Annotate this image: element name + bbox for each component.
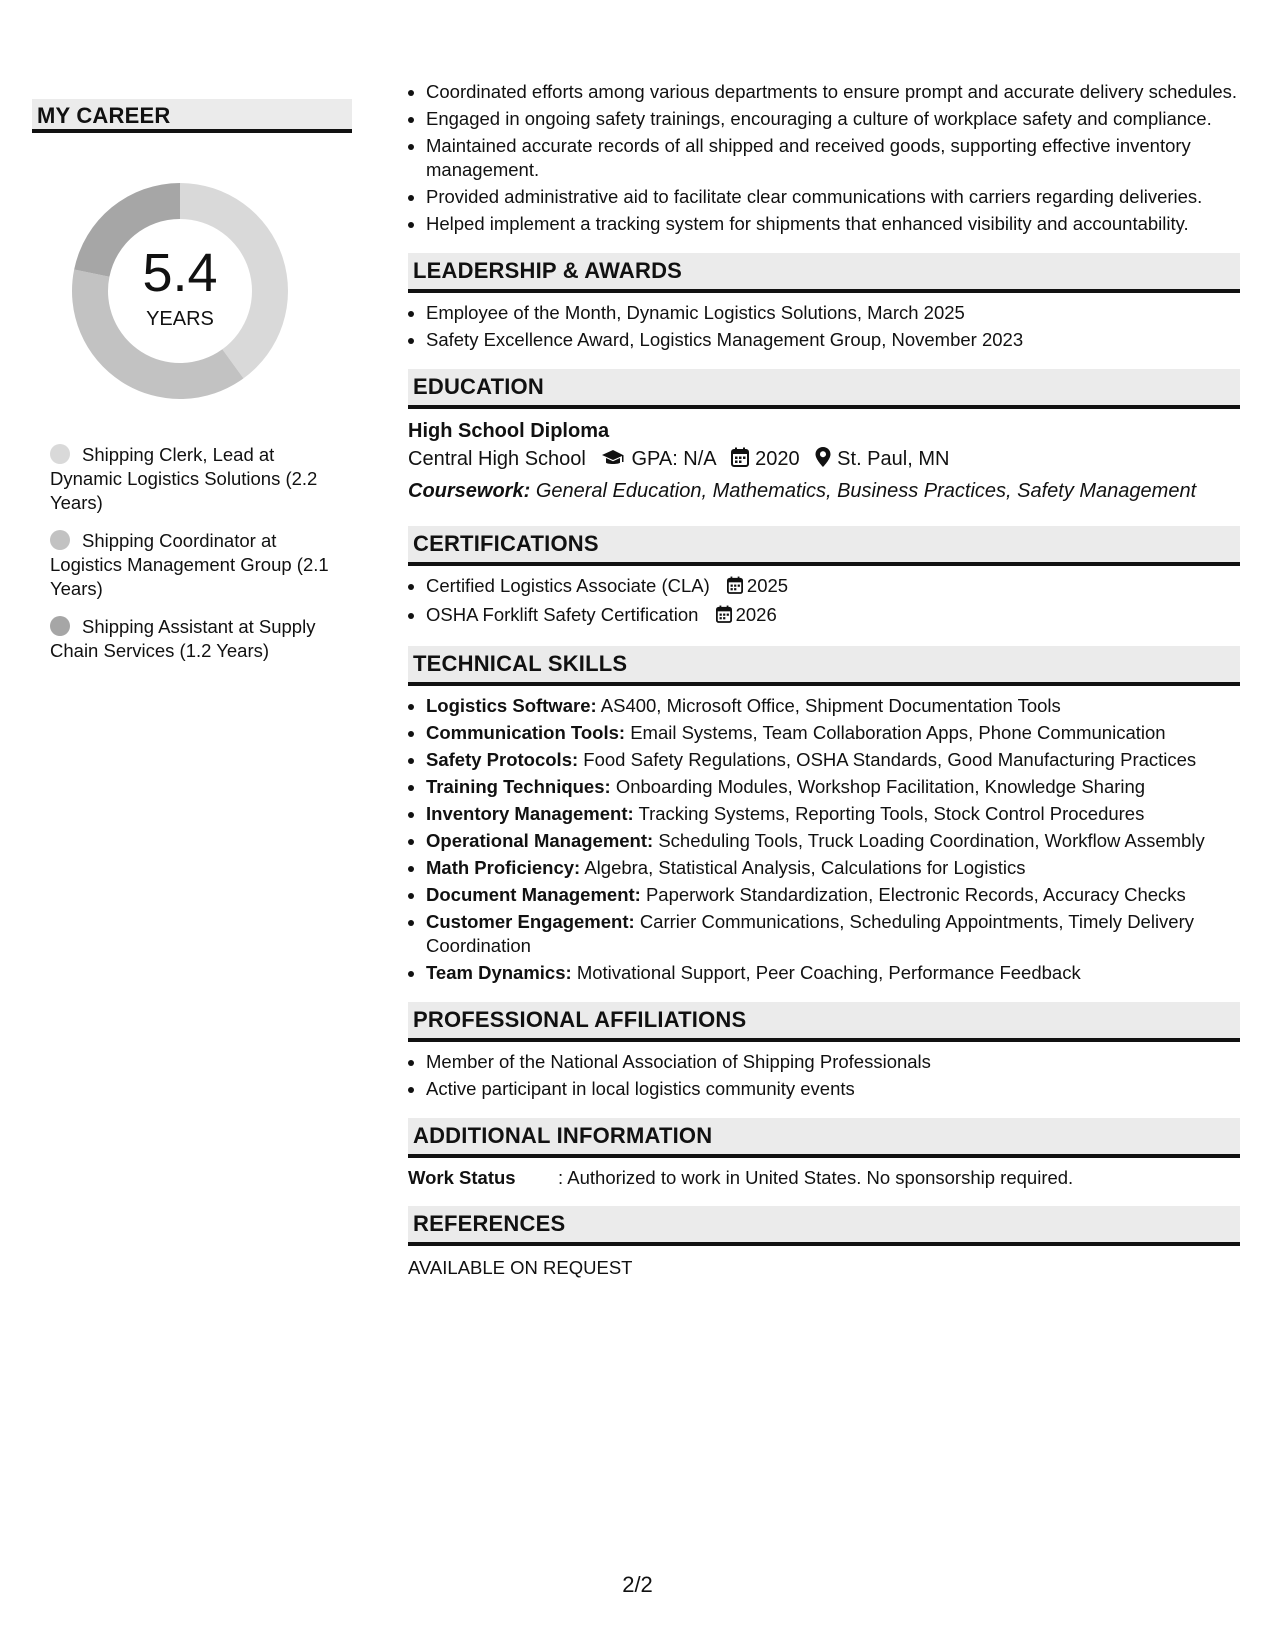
education-location: St. Paul, MN (837, 448, 950, 470)
skills-list (408, 694, 1240, 985)
experience-bullet: • Maintained accurate records of all shipped and received goods, supporting effective inventory management. (426, 134, 1240, 182)
career-legend-item (50, 529, 330, 601)
certification-item (426, 603, 1240, 629)
affiliations-header: PROFESSIONAL AFFILIATIONS (408, 1002, 1240, 1042)
skill-item (426, 829, 1240, 853)
career-donut-chart (66, 177, 294, 405)
skill-label: Inventory Management: (426, 803, 634, 824)
skill-item (426, 961, 1240, 985)
certification-item (426, 574, 1240, 600)
skills-header: TECHNICAL SKILLS (408, 646, 1240, 686)
career-header: MY CAREER (32, 99, 352, 133)
skill-label: Operational Management: (426, 830, 654, 851)
skill-label: Logistics Software: (426, 695, 597, 716)
career-legend (32, 443, 352, 663)
skill-label: Training Techniques: (426, 776, 611, 797)
education-header: EDUCATION (408, 369, 1240, 409)
skill-label: Safety Protocols: (426, 749, 579, 770)
experience-bullet: • Coordinated efforts among various departments to ensure prompt and accurate delivery schedules. (426, 80, 1240, 104)
affiliation-item: • Member of the National Association of Shipping Professionals (426, 1050, 1240, 1074)
certification-name: OSHA Forklift Safety Certification (426, 604, 699, 625)
skill-value: Onboarding Modules, Workshop Facilitation, Knowledge Sharing (615, 776, 1146, 797)
skill-value: Scheduling Tools, Truck Loading Coordination, Workflow Assembly (658, 830, 1205, 851)
career-legend-label: Shipping Coordinator at Logistics Management Group (2.1 Years) (50, 530, 329, 599)
experience-bullets (408, 80, 1240, 236)
career-legend-label: Shipping Assistant at Supply Chain Services (1.2 Years) (50, 616, 316, 661)
skill-value: Algebra, Statistical Analysis, Calculations for Logistics (584, 857, 1026, 878)
certifications-header: CERTIFICATIONS (408, 526, 1240, 566)
work-status-value: : Authorized to work in United States. No sponsorship required. (558, 1167, 1074, 1188)
skill-item (426, 883, 1240, 907)
career-total-unit: YEARS (146, 308, 214, 330)
leadership-item: • Employee of the Month, Dynamic Logistics Solutions, March 2025 (426, 301, 1240, 325)
certification-year: 2026 (735, 604, 777, 625)
coursework-label: Coursework: (408, 480, 531, 502)
skill-label: Team Dynamics: (426, 962, 572, 983)
skill-value: AS400, Microsoft Office, Shipment Documentation Tools (600, 695, 1061, 716)
career-legend-item (50, 443, 330, 515)
certification-year: 2025 (746, 575, 789, 596)
work-status-row (408, 1166, 1240, 1190)
education-year: 2020 (755, 448, 800, 470)
legend-dot-icon (50, 530, 70, 550)
legend-dot-icon (50, 616, 70, 636)
map-marker-icon (815, 446, 831, 476)
additional-info-header: ADDITIONAL INFORMATION (408, 1118, 1240, 1158)
calendar-icon (731, 446, 749, 476)
skill-label: Communication Tools: (426, 722, 626, 743)
skill-label: Math Proficiency: (426, 857, 581, 878)
calendar-icon (716, 605, 732, 629)
leadership-header: LEADERSHIP & AWARDS (408, 253, 1240, 293)
skill-value: Carrier Communications, Scheduling Appointments, Timely Delivery Coordination (426, 911, 1195, 956)
leadership-item: • Safety Excellence Award, Logistics Management Group, November 2023 (426, 328, 1240, 352)
legend-dot-icon (50, 444, 70, 464)
skill-item (426, 802, 1240, 826)
coursework-value: General Education, Mathematics, Business Practices, Safety Management (535, 480, 1197, 502)
resume-main (408, 80, 1240, 1280)
skill-item (426, 856, 1240, 880)
career-legend-item (50, 615, 330, 663)
skill-label: Document Management: (426, 884, 641, 905)
skill-value: Email Systems, Team Collaboration Apps, Phone Communication (630, 722, 1166, 743)
career-total-value: 5.4 (142, 243, 218, 303)
education-gpa: GPA: N/A (631, 448, 716, 470)
education-details (408, 444, 1240, 476)
skill-item (426, 910, 1240, 958)
calendar-icon (727, 576, 743, 600)
references-text: AVAILABLE ON REQUEST (408, 1257, 633, 1278)
education-degree: High School Diploma (408, 420, 610, 442)
skill-value: Food Safety Regulations, OSHA Standards, Good Manufacturing Practices (583, 749, 1197, 770)
career-sidebar (32, 99, 352, 677)
experience-bullet: • Engaged in ongoing safety trainings, encouraging a culture of workplace safety and compliance. (426, 107, 1240, 131)
references-header: REFERENCES (408, 1206, 1240, 1246)
experience-bullet: • Provided administrative aid to facilitate clear communications with carriers regarding deliveries. (426, 185, 1240, 209)
graduation-cap-icon (601, 446, 625, 476)
affiliations-list (408, 1050, 1240, 1101)
certification-name: Certified Logistics Associate (CLA) (426, 575, 710, 596)
skill-item (426, 748, 1240, 772)
work-status-label: Work Status (408, 1167, 516, 1188)
skill-value: Paperwork Standardization, Electronic Records, Accuracy Checks (645, 884, 1186, 905)
education-school: Central High School (408, 448, 586, 470)
leadership-list (408, 301, 1240, 352)
skill-label: Customer Engagement: (426, 911, 635, 932)
certifications-list (408, 574, 1240, 629)
skill-value: Motivational Support, Peer Coaching, Performance Feedback (576, 962, 1081, 983)
skill-value: Tracking Systems, Reporting Tools, Stock Control Procedures (638, 803, 1145, 824)
skill-item (426, 721, 1240, 745)
skill-item (426, 775, 1240, 799)
experience-bullet: • Helped implement a tracking system for shipments that enhanced visibility and accountability. (426, 212, 1240, 236)
page-number: 2/2 (622, 1572, 653, 1597)
skill-item (426, 694, 1240, 718)
education-coursework (408, 476, 1240, 506)
career-legend-label: Shipping Clerk, Lead at Dynamic Logistics Solutions (2.2 Years) (50, 444, 318, 513)
affiliation-item: • Active participant in local logistics community events (426, 1077, 1240, 1101)
